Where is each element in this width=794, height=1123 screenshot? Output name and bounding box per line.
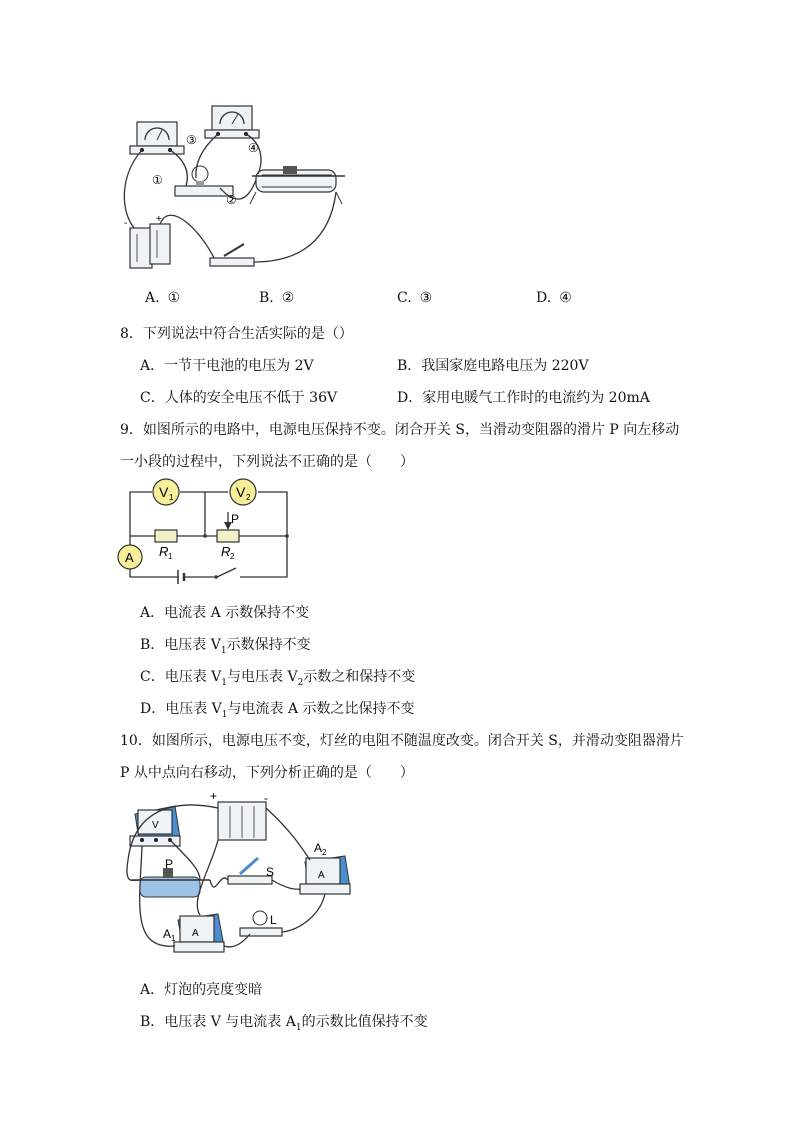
option-text: 我国家庭电路电压为 220V [421,358,589,374]
q10-a1-face: A [192,928,199,939]
option-letter: D． [397,390,423,406]
q7-label-minus: - [124,218,128,229]
option-text: 电压表 V [164,637,221,653]
option-text: 灯泡的亮度变暗 [164,982,263,998]
q9-stem-line2: 一小段的过程中，下列说法不正确的是（ ） [120,454,414,470]
option-letter: A． [140,982,165,998]
subscript: 1 [221,709,228,720]
option-letter: D． [140,701,166,717]
option-text: 与电压表 V [227,669,298,685]
q10-s-label: S [266,865,275,879]
option-text: ④ [559,290,572,306]
v2-sub: 2 [246,493,251,502]
p-label: P [231,512,240,526]
q7-label-plus: + [156,214,162,225]
v1-label: V [159,484,169,500]
option-text: 一节干电池的电压为 2V [164,358,314,374]
r1-sub: 1 [168,552,173,561]
q10-option-b[interactable] [140,1011,428,1033]
option-text: 家用电暖气工作时的电流约为 20mA [422,390,650,406]
option-text: ① [167,290,181,306]
option-letter: C． [140,390,165,406]
q10-battery [218,802,266,840]
q10-v-label: V [152,820,159,831]
q10-a2-face: A [318,870,325,881]
v2-label: V [236,484,246,500]
r2-label: R [221,544,231,559]
q8-stem: 8．下列说法中符合生活实际的是（） [120,326,353,342]
option-letter: A. [145,290,160,306]
q7-label-w4: ④ [248,141,259,155]
option-letter: C. [397,290,412,306]
q7-label-w1: ① [152,173,163,187]
q10-stem-line2: P 从中点向右移动，下列分析正确的是（ ） [120,765,414,781]
option-text: ② [281,290,295,306]
q10-option-a[interactable] [140,979,262,999]
option-text: 电压表 V [165,701,222,717]
a-label: A [125,550,134,565]
q10-a1-sub: 1 [171,934,176,943]
subscript: 1 [295,1022,302,1033]
option-letter: A． [140,358,165,374]
r1-label: R [159,544,169,559]
q10-ammeter-a2 [300,856,350,894]
option-letter: D. [536,290,552,306]
q7-label-w3: ③ [186,133,197,147]
option-text: 电流表 A 示数保持不变 [164,605,310,621]
q10-minus: - [264,791,268,805]
option-letter: B. [259,290,274,306]
q10-a2-label: A [314,841,323,855]
v1-sub: 1 [169,493,174,502]
q9-stem-line1: 9．如图所示的电路中，电源电压保持不变。闭合开关 S，当滑动变阻器的滑片 P 向左移动 [120,422,680,438]
option-text: 与电流表 A 示数之比保持不变 [227,701,415,717]
option-letter: B． [140,637,165,653]
option-text: 示数保持不变 [226,637,311,653]
option-text: 电压表 V [164,669,222,685]
q10-a1-label: A [163,927,172,941]
q10-ammeter-a1 [174,914,224,952]
option-letter: C． [140,669,165,685]
subscript: 1 [220,645,227,656]
option-text: 示数之和保持不变 [303,669,416,685]
r2-sub: 2 [230,552,235,561]
option-letter: B． [140,1014,165,1030]
option-text: 人体的安全电压不低于 36V [164,390,338,406]
q7-label-w2: ② [226,193,237,207]
option-text: ③ [419,290,433,306]
q10-plus: + [210,789,218,803]
q10-l-label: L [270,913,277,927]
option-letter: A． [140,605,165,621]
option-text: 电压表 V 与电流表 A [164,1014,296,1030]
q10-p-label: P [165,857,174,871]
subscript: 2 [297,677,304,688]
q10-stem-line1: 10．如图所示，电源电压不变，灯丝的电阻不随温度改变。闭合开关 S，并滑动变阻器滑片 [120,733,684,749]
option-text: 的示数比值保持不变 [301,1014,428,1030]
q10-a2-sub: 2 [322,848,327,857]
option-letter: B． [397,358,422,374]
subscript: 1 [221,677,228,688]
